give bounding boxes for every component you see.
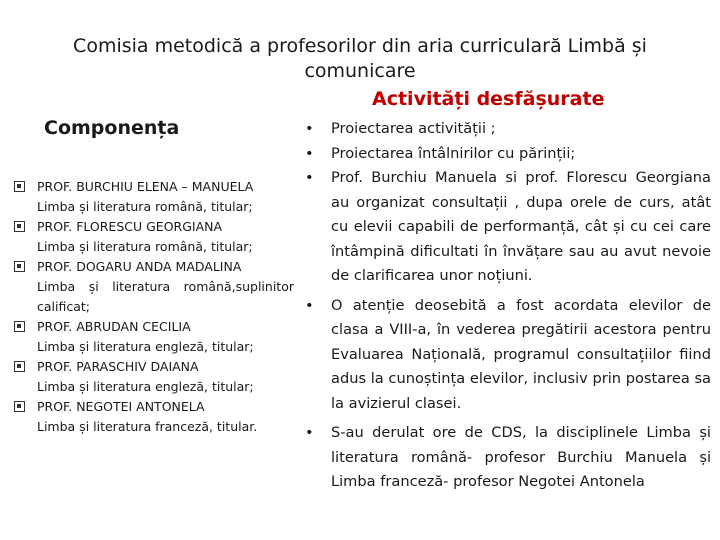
- activity-item: [305, 421, 711, 495]
- member-name: PROF. DOGARU ANDA MADALINA: [37, 259, 242, 274]
- activity-text: O atenție deosebită a fost acordata elevilor de clasa a VIII-a, în vederea pregătirii acestora pentru Evaluarea Națională, programul consultațiilor fiind adus la cunoștința elevilor, inclusiv prin postarea sa la avizierul clasei.: [331, 296, 711, 412]
- checkbox-square-icon: [14, 181, 25, 192]
- members-list: [14, 177, 294, 437]
- activity-item: [305, 166, 711, 289]
- activity-text: Proiectarea activității ;: [331, 120, 496, 137]
- member-item: [14, 317, 294, 357]
- member-subject: Limba și literatura engleză, titular;: [37, 379, 254, 394]
- bullet-dot-icon: •: [305, 144, 314, 162]
- checkbox-square-icon: [14, 361, 25, 372]
- bullet-dot-icon: •: [305, 169, 314, 186]
- member-name: PROF. FLORESCU GEORGIANA: [37, 219, 223, 234]
- bullet-dot-icon: •: [305, 296, 314, 314]
- checkbox-square-icon: [14, 321, 25, 332]
- bullet-dot-icon: •: [305, 120, 314, 137]
- page-title: Comisia metodică a profesorilor din aria curriculară Limbă și comunicare: [73, 35, 647, 82]
- activity-item: [305, 117, 711, 142]
- member-subject: Limba și literatura română, titular;: [37, 199, 253, 214]
- checkbox-square-icon: [14, 261, 25, 272]
- member-name: PROF. BURCHIU ELENA – MANUELA: [37, 179, 254, 194]
- checkbox-square-icon: [14, 401, 25, 412]
- checkbox-square-icon: [14, 221, 25, 232]
- member-item: [14, 217, 294, 257]
- activity-item: [305, 294, 711, 417]
- member-name: PROF. NEGOTEI ANTONELA: [37, 399, 205, 414]
- member-subject: Limba și literatura engleză, titular;: [37, 339, 254, 354]
- member-item: [14, 257, 294, 317]
- member-item: [14, 397, 294, 437]
- member-subject: Limba și literatura franceză, titular.: [37, 419, 258, 434]
- members-heading: Componența: [44, 117, 180, 139]
- activity-text: Prof. Burchiu Manuela si prof. Florescu Georgiana au organizat consultații , dupa orele de curs, atât cu elevii capabili de performanță, cât și cu cei care întâmpină dificultati în învățare sau au avut nevoie de clarificarea unor noțiuni.: [331, 169, 711, 284]
- member-item: [14, 177, 294, 217]
- member-subject: Limba și literatura română,suplinitor calificat;: [37, 279, 294, 314]
- member-name: PROF. ABRUDAN CECILIA: [37, 319, 191, 334]
- member-item: [14, 357, 294, 397]
- activity-text: Proiectarea întâlnirilor cu părinții;: [331, 144, 576, 162]
- bullet-dot-icon: •: [305, 424, 314, 441]
- activity-text: S-au derulat ore de CDS, la disciplinele Limba și literatura română- profesor Burchiu Manuela și Limba franceză- profesor Negotei Antonela: [331, 424, 711, 490]
- activities-list: [305, 117, 711, 495]
- member-subject: Limba și literatura română, titular;: [37, 239, 253, 254]
- activity-item: [305, 142, 711, 167]
- member-name: PROF. PARASCHIV DAIANA: [37, 359, 199, 374]
- activities-heading: Activități desfășurate: [372, 88, 605, 110]
